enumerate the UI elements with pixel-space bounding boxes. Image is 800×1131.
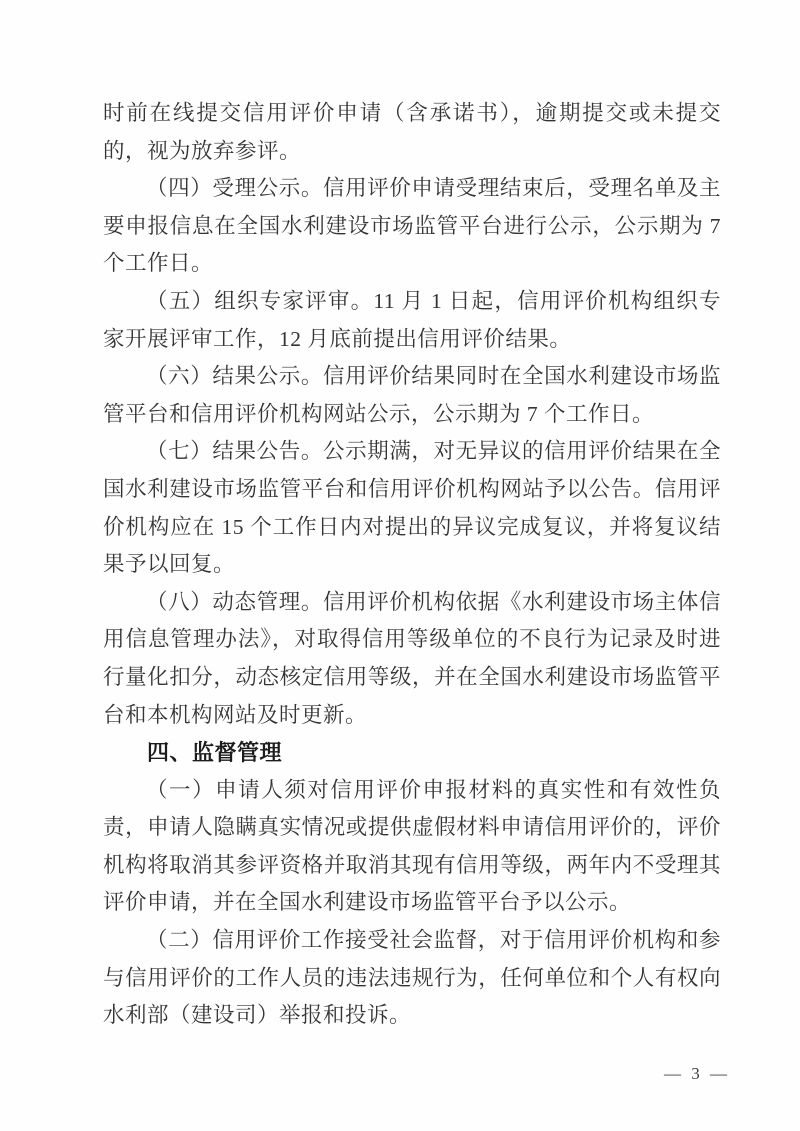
section-heading-supervision: 四、监督管理 [147, 740, 283, 766]
paragraph-item-6: （六）结果公示。信用评价结果同时在全国水利建设市场监管平台和信用评价机构网站公示，公示期为 7 个工作日。 [103, 364, 721, 426]
paragraph-item-8: （八）动态管理。信用评价机构依据《水利建设市场主体信用信息管理办法》，对取得信用等级单位的不良行为记录及时进行量化扣分，动态核定信用等级，并在全国水利建设市场监管平台和本机构网站及时更新。 [103, 589, 721, 727]
paragraph-continuation: 时前在线提交信用评价申请（含承诺书），逾期提交或未提交的，视为放弃参评。 [103, 101, 721, 163]
page-number: — 3 — [664, 1064, 730, 1083]
document-body [103, 95, 721, 1035]
paragraph-item-1: （一）申请人须对信用评价申报材料的真实性和有效性负责，申请人隐瞒真实情况或提供虚假材料申请信用评价的，评价机构将取消其参评资格并取消其现有信用等级，两年内不受理其评价申请，并在全国水利建设市场监管平台予以公示。 [103, 777, 721, 915]
paragraph-item-7: （七）结果公告。公示期满，对无异议的信用评价结果在全国水利建设市场监管平台和信用评价机构网站予以公告。信用评价机构应在 15 个工作日内对提出的异议完成复议，并将复议结果予以回复。 [103, 439, 721, 577]
paragraph-item-4: （四）受理公示。信用评价申请受理结束后，受理名单及主要申报信息在全国水利建设市场监管平台进行公示，公示期为 7 个工作日。 [103, 176, 721, 276]
paragraph-item-5: （五）组织专家评审。11 月 1 日起，信用评价机构组织专家开展评审工作，12 月底前提出信用评价结果。 [103, 288, 721, 351]
paragraph-item-2: （二）信用评价工作接受社会监督，对于信用评价机构和参与信用评价的工作人员的违法违规行为，任何单位和个人有权向水利部（建设司）举报和投诉。 [103, 928, 721, 1028]
